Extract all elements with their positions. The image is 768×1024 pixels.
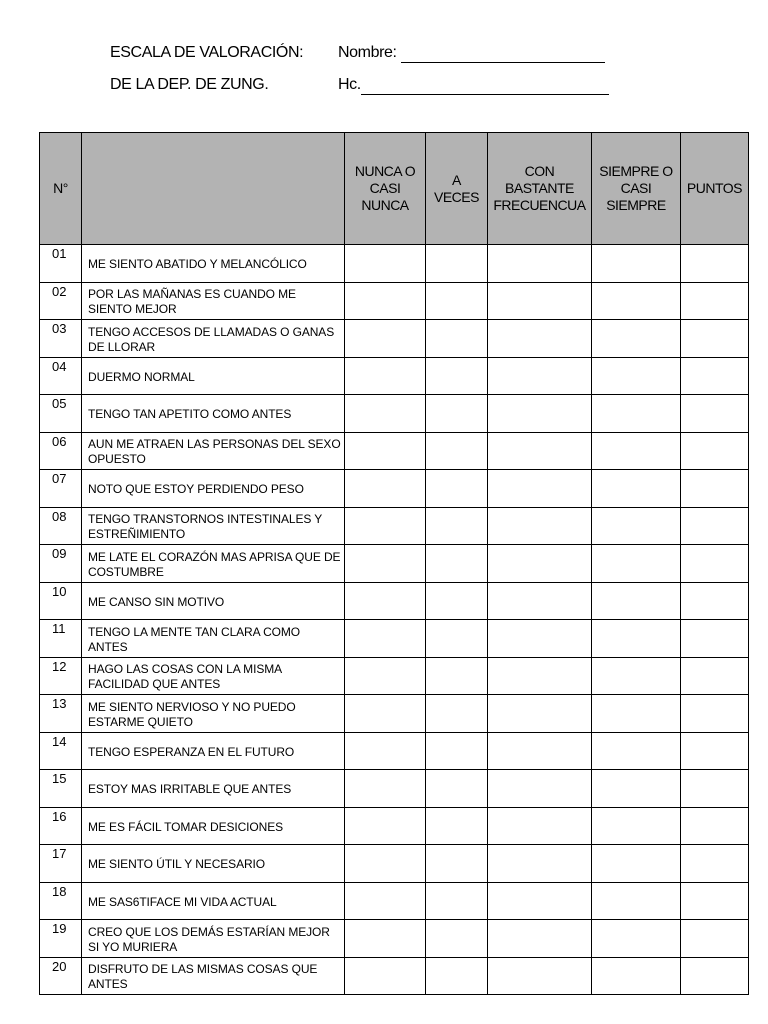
cell-frecuencia[interactable] <box>487 432 591 470</box>
row-number: 10 <box>40 582 82 620</box>
cell-siempre[interactable] <box>591 657 680 695</box>
cell-nunca[interactable] <box>345 695 426 733</box>
cell-siempre[interactable] <box>591 807 680 845</box>
nombre-field[interactable] <box>338 44 605 63</box>
cell-frecuencia[interactable] <box>487 695 591 733</box>
cell-siempre[interactable] <box>591 395 680 433</box>
cell-siempre[interactable] <box>591 882 680 920</box>
row-question <box>82 470 345 508</box>
row-question <box>82 882 345 920</box>
cell-a-veces[interactable] <box>426 957 488 995</box>
row-number: 08 <box>40 507 82 545</box>
col-header-siempre-text: SIEMPRE O CASI SIEMPRE <box>599 163 673 213</box>
col-header-a-veces-text: A VECES <box>434 171 479 205</box>
col-header-number: N° <box>40 133 82 245</box>
cell-siempre[interactable] <box>591 620 680 658</box>
cell-nunca[interactable] <box>345 582 426 620</box>
table-row <box>40 807 749 845</box>
row-question <box>82 432 345 470</box>
cell-siempre[interactable] <box>591 320 680 358</box>
cell-siempre[interactable] <box>591 920 680 958</box>
cell-a-veces[interactable] <box>426 395 488 433</box>
cell-frecuencia[interactable] <box>487 807 591 845</box>
row-question <box>82 620 345 658</box>
cell-a-veces[interactable] <box>426 507 488 545</box>
cell-puntos[interactable] <box>680 545 748 583</box>
nombre-label: Nombre: <box>338 44 397 61</box>
row-question <box>82 245 345 283</box>
cell-puntos[interactable] <box>680 695 748 733</box>
row-question-text: ME SIENTO ÚTIL Y NECESARIO <box>88 857 266 872</box>
cell-siempre[interactable] <box>591 695 680 733</box>
cell-nunca[interactable] <box>345 395 426 433</box>
row-question <box>82 845 345 883</box>
row-question-text: ESTOY MAS IRRITABLE QUE ANTES <box>88 782 292 797</box>
row-question-text: ME SIENTO NERVIOSO Y NO PUEDO ESTARME QUIETO <box>88 699 296 729</box>
row-number: 01 <box>40 245 82 283</box>
cell-siempre[interactable] <box>591 282 680 320</box>
row-number: 14 <box>40 732 82 770</box>
cell-a-veces[interactable] <box>426 845 488 883</box>
cell-nunca[interactable] <box>345 845 426 883</box>
cell-puntos[interactable] <box>680 395 748 433</box>
cell-nunca[interactable] <box>345 545 426 583</box>
cell-a-veces[interactable] <box>426 882 488 920</box>
cell-frecuencia[interactable] <box>487 957 591 995</box>
cell-nunca[interactable] <box>345 432 426 470</box>
cell-puntos[interactable] <box>680 732 748 770</box>
row-question <box>82 357 345 395</box>
cell-frecuencia[interactable] <box>487 620 591 658</box>
row-number: 06 <box>40 432 82 470</box>
cell-nunca[interactable] <box>345 657 426 695</box>
table-row <box>40 882 749 920</box>
row-number: 15 <box>40 770 82 808</box>
table-row <box>40 732 749 770</box>
row-number: 09 <box>40 545 82 583</box>
col-header-item <box>82 133 345 245</box>
cell-puntos[interactable] <box>680 920 748 958</box>
cell-puntos[interactable] <box>680 807 748 845</box>
table-row <box>40 470 749 508</box>
cell-frecuencia[interactable] <box>487 282 591 320</box>
cell-siempre[interactable] <box>591 507 680 545</box>
cell-nunca[interactable] <box>345 357 426 395</box>
col-header-a-veces <box>426 133 488 245</box>
row-question <box>82 957 345 995</box>
col-header-frecuencia-text: CON BASTANTE FRECUENCUA <box>493 163 586 213</box>
table-row <box>40 395 749 433</box>
cell-puntos[interactable] <box>680 620 748 658</box>
cell-frecuencia[interactable] <box>487 507 591 545</box>
cell-a-veces[interactable] <box>426 620 488 658</box>
cell-nunca[interactable] <box>345 507 426 545</box>
cell-siempre[interactable] <box>591 732 680 770</box>
cell-a-veces[interactable] <box>426 432 488 470</box>
row-question <box>82 807 345 845</box>
row-question <box>82 770 345 808</box>
row-question-text: POR LAS MAÑANAS ES CUANDO ME SIENTO MEJOR <box>88 287 296 317</box>
row-question <box>82 695 345 733</box>
table-row <box>40 245 749 283</box>
row-question-text: ME SAS6TIFACE MI VIDA ACTUAL <box>88 894 277 909</box>
cell-a-veces[interactable] <box>426 920 488 958</box>
table-row <box>40 845 749 883</box>
cell-frecuencia[interactable] <box>487 657 591 695</box>
row-number: 04 <box>40 357 82 395</box>
row-number: 19 <box>40 920 82 958</box>
hc-field[interactable] <box>338 76 609 95</box>
row-question-text: HAGO LAS COSAS CON LA MISMA FACILIDAD QUE ANTES <box>88 662 282 692</box>
row-number: 18 <box>40 882 82 920</box>
title-line-1: ESCALA DE VALORACIÓN: <box>110 44 304 61</box>
cell-puntos[interactable] <box>680 845 748 883</box>
table-row <box>40 507 749 545</box>
row-question-text: CREO QUE LOS DEMÁS ESTARÍAN MEJOR SI YO MURIERA <box>88 924 330 954</box>
cell-siempre[interactable] <box>591 957 680 995</box>
cell-frecuencia[interactable] <box>487 320 591 358</box>
cell-frecuencia[interactable] <box>487 770 591 808</box>
table-row <box>40 620 749 658</box>
row-question <box>82 732 345 770</box>
row-question <box>82 395 345 433</box>
cell-frecuencia[interactable] <box>487 882 591 920</box>
zung-scale-table <box>39 132 749 995</box>
cell-a-veces[interactable] <box>426 732 488 770</box>
cell-puntos[interactable] <box>680 957 748 995</box>
cell-siempre[interactable] <box>591 845 680 883</box>
table-row <box>40 320 749 358</box>
cell-frecuencia[interactable] <box>487 357 591 395</box>
cell-siempre[interactable] <box>591 470 680 508</box>
cell-frecuencia[interactable] <box>487 845 591 883</box>
table-row <box>40 282 749 320</box>
cell-a-veces[interactable] <box>426 245 488 283</box>
row-question-text: ME SIENTO ABATIDO Y MELANCÓLICO <box>88 257 307 272</box>
row-number: 16 <box>40 807 82 845</box>
cell-nunca[interactable] <box>345 470 426 508</box>
table-row <box>40 657 749 695</box>
cell-nunca[interactable] <box>345 245 426 283</box>
cell-a-veces[interactable] <box>426 657 488 695</box>
cell-puntos[interactable] <box>680 432 748 470</box>
cell-frecuencia[interactable] <box>487 545 591 583</box>
cell-puntos[interactable] <box>680 470 748 508</box>
cell-frecuencia[interactable] <box>487 582 591 620</box>
table-row <box>40 357 749 395</box>
row-question <box>82 657 345 695</box>
cell-puntos[interactable] <box>680 582 748 620</box>
cell-puntos[interactable] <box>680 357 748 395</box>
row-question-text: ME CANSO SIN MOTIVO <box>88 594 225 609</box>
cell-nunca[interactable] <box>345 282 426 320</box>
row-question-text: NOTO QUE ESTOY PERDIENDO PESO <box>88 482 304 497</box>
row-question <box>82 320 345 358</box>
col-header-nunca <box>345 133 426 245</box>
cell-a-veces[interactable] <box>426 282 488 320</box>
col-header-nunca-text: NUNCA O CASI NUNCA <box>354 163 416 213</box>
table-row <box>40 957 749 995</box>
hc-label: Hc. <box>338 76 361 93</box>
cell-a-veces[interactable] <box>426 545 488 583</box>
cell-a-veces[interactable] <box>426 320 488 358</box>
row-number: 03 <box>40 320 82 358</box>
table-header-row <box>40 133 749 245</box>
table-row <box>40 695 749 733</box>
cell-siempre[interactable] <box>591 357 680 395</box>
hc-line[interactable] <box>361 76 609 95</box>
col-header-frecuencia <box>487 133 591 245</box>
table-row <box>40 770 749 808</box>
cell-frecuencia[interactable] <box>487 395 591 433</box>
table-row <box>40 545 749 583</box>
cell-nunca[interactable] <box>345 957 426 995</box>
cell-puntos[interactable] <box>680 770 748 808</box>
row-question <box>82 507 345 545</box>
row-question-text: ME LATE EL CORAZÓN MAS APRISA QUE DE COSTUMBRE <box>88 549 341 579</box>
cell-frecuencia[interactable] <box>487 245 591 283</box>
cell-siempre[interactable] <box>591 245 680 283</box>
cell-nunca[interactable] <box>345 320 426 358</box>
cell-a-veces[interactable] <box>426 770 488 808</box>
cell-puntos[interactable] <box>680 320 748 358</box>
cell-frecuencia[interactable] <box>487 920 591 958</box>
row-number: 07 <box>40 470 82 508</box>
title-line-2: DE LA DEP. DE ZUNG. <box>110 76 269 93</box>
cell-frecuencia[interactable] <box>487 732 591 770</box>
cell-puntos[interactable] <box>680 507 748 545</box>
row-number: 20 <box>40 957 82 995</box>
col-header-siempre <box>591 133 680 245</box>
cell-nunca[interactable] <box>345 770 426 808</box>
table-row <box>40 432 749 470</box>
row-number: 13 <box>40 695 82 733</box>
row-number: 12 <box>40 657 82 695</box>
row-number: 05 <box>40 395 82 433</box>
cell-a-veces[interactable] <box>426 695 488 733</box>
cell-puntos[interactable] <box>680 282 748 320</box>
row-question-text: TENGO ACCESOS DE LLAMADAS O GANAS DE LLORAR <box>88 324 335 354</box>
row-question-text: TENGO TRANSTORNOS INTESTINALES Y ESTREÑIMIENTO <box>88 512 322 542</box>
table-row <box>40 920 749 958</box>
cell-nunca[interactable] <box>345 732 426 770</box>
row-question <box>82 282 345 320</box>
row-question-text: ME ES FÁCIL TOMAR DESICIONES <box>88 819 284 834</box>
cell-nunca[interactable] <box>345 620 426 658</box>
row-question <box>82 545 345 583</box>
row-question-text: TENGO ESPERANZA EN EL FUTURO <box>88 744 295 759</box>
cell-a-veces[interactable] <box>426 582 488 620</box>
col-header-puntos: PUNTOS <box>680 133 748 245</box>
cell-nunca[interactable] <box>345 807 426 845</box>
row-question-text: TENGO TAN APETITO COMO ANTES <box>88 407 292 422</box>
row-question <box>82 582 345 620</box>
row-number: 17 <box>40 845 82 883</box>
row-question-text: TENGO LA MENTE TAN CLARA COMO ANTES <box>88 624 301 654</box>
table-row <box>40 582 749 620</box>
cell-frecuencia[interactable] <box>487 470 591 508</box>
row-question-text: DUERMO NORMAL <box>88 369 195 384</box>
cell-siempre[interactable] <box>591 582 680 620</box>
row-number: 11 <box>40 620 82 658</box>
nombre-line[interactable] <box>401 44 605 63</box>
cell-a-veces[interactable] <box>426 470 488 508</box>
cell-siempre[interactable] <box>591 545 680 583</box>
cell-nunca[interactable] <box>345 920 426 958</box>
cell-puntos[interactable] <box>680 657 748 695</box>
cell-a-veces[interactable] <box>426 357 488 395</box>
cell-puntos[interactable] <box>680 245 748 283</box>
row-number: 02 <box>40 282 82 320</box>
cell-puntos[interactable] <box>680 882 748 920</box>
row-question <box>82 920 345 958</box>
cell-a-veces[interactable] <box>426 807 488 845</box>
cell-siempre[interactable] <box>591 770 680 808</box>
cell-nunca[interactable] <box>345 882 426 920</box>
row-question-text: AUN ME ATRAEN LAS PERSONAS DEL SEXO OPUESTO <box>88 437 341 467</box>
row-question-text: DISFRUTO DE LAS MISMAS COSAS QUE ANTES <box>88 962 318 992</box>
cell-siempre[interactable] <box>591 432 680 470</box>
